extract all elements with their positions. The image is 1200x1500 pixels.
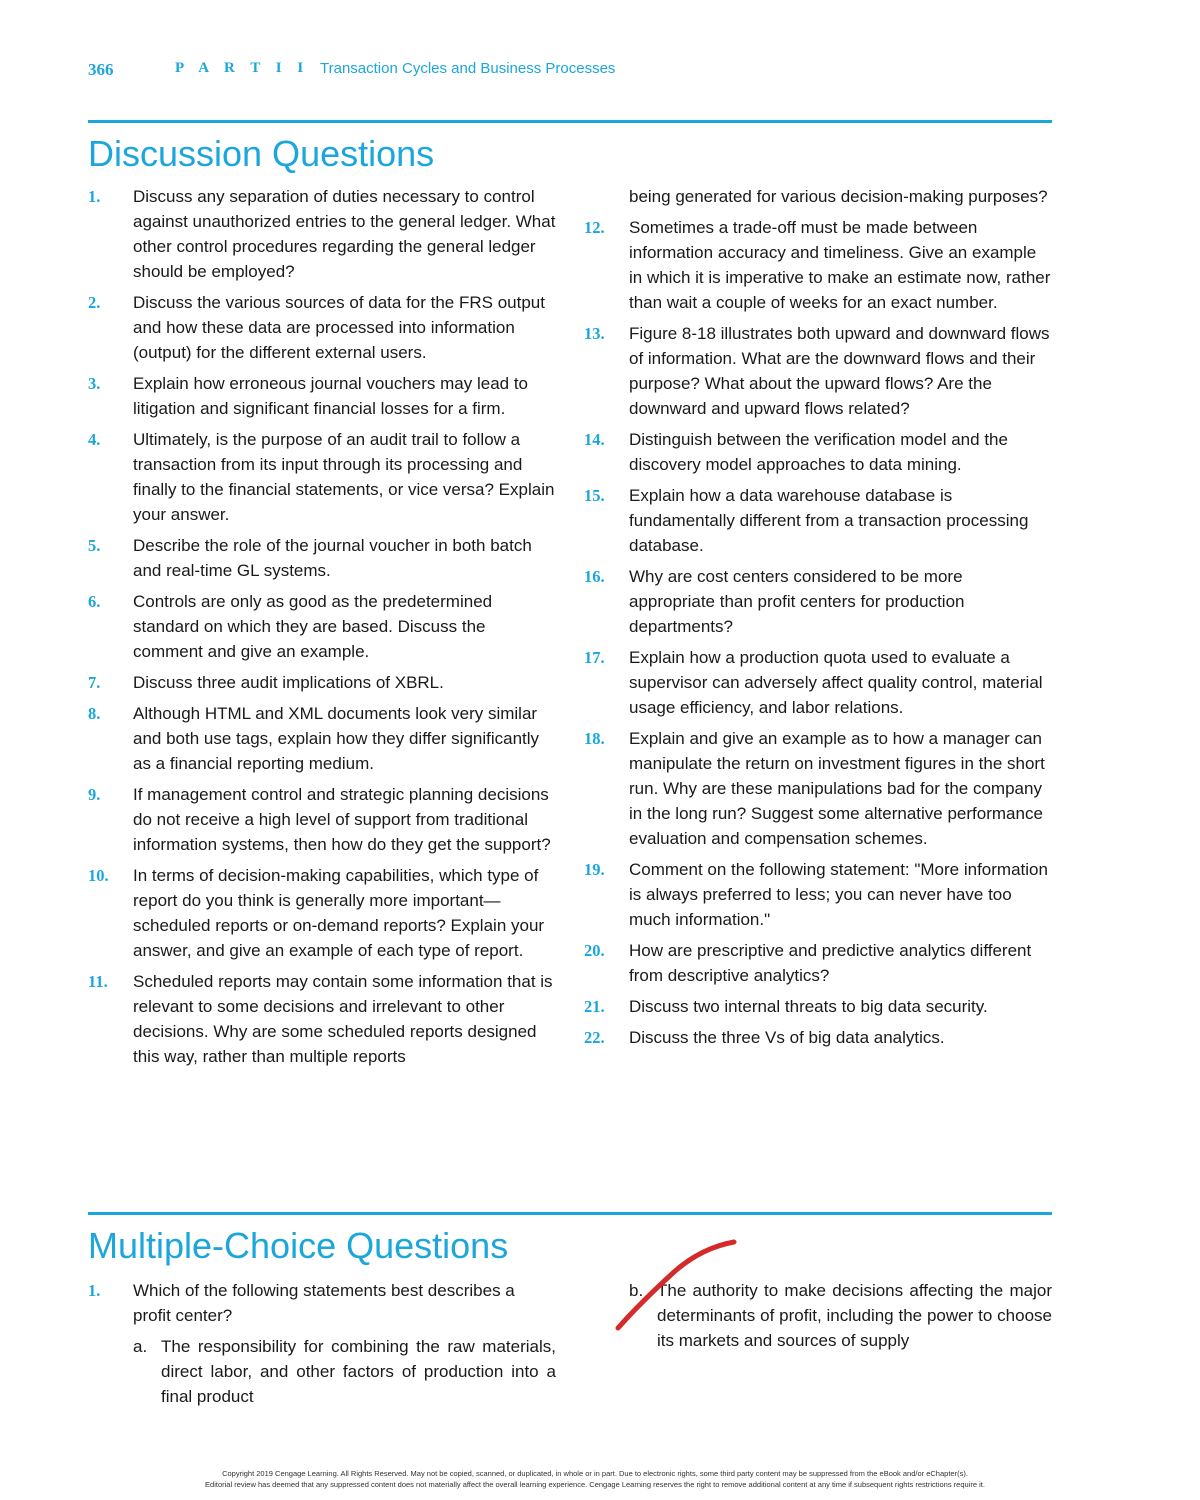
discussion-question: [584, 938, 1052, 988]
question-number: 12.: [584, 218, 605, 237]
question-text: Distinguish between the verification model and the discovery model approaches to data mining.: [629, 430, 1008, 474]
question-number: 16.: [584, 567, 605, 586]
discussion-question: [88, 290, 556, 365]
discussion-question: [88, 589, 556, 664]
copyright-line: Copyright 2019 Cengage Learning. All Rights Reserved. May not be copied, scanned, or duplicated, in whole or in part. Due to electronic rights, some third party content may be suppressed from the eBook and/or eChapter(s).: [222, 1469, 968, 1478]
discussion-heading: Discussion Questions: [88, 133, 435, 174]
question-text: Scheduled reports may contain some information that is relevant to some decisions and irrelevant to other decisions. Why are some scheduled reports designed this way, rather than multiple reports: [133, 972, 553, 1066]
question-number: 21.: [584, 997, 605, 1016]
question-number: 4.: [88, 430, 101, 449]
discussion-question: [584, 857, 1052, 932]
discussion-question: [88, 533, 556, 583]
discussion-question: [584, 994, 1052, 1019]
question-text: Explain how erroneous journal vouchers may lead to litigation and significant financial losses for a firm.: [133, 374, 529, 418]
option-text: The responsibility for combining the raw materials, direct labor, and other factors of production into a final product: [161, 1337, 556, 1406]
question-number: 2.: [88, 293, 101, 312]
multiple-choice-heading: Multiple-Choice Questions: [88, 1225, 509, 1266]
discussion-question: [88, 184, 556, 284]
discussion-question: [584, 564, 1052, 639]
part-label: P A R T I I: [175, 60, 310, 76]
discussion-question: [584, 321, 1052, 421]
discussion-question: [88, 782, 556, 857]
discussion-question: [88, 701, 556, 776]
discussion-question: [584, 483, 1052, 558]
question-text: In terms of decision-making capabilities, which type of report do you think is generally more important—scheduled reports or on-demand reports? Explain your answer, and give an example of each type of report.: [133, 866, 545, 960]
question-text: Controls are only as good as the predetermined standard on which they are based. Discuss the comment and give an example.: [133, 592, 493, 661]
discussion-question-continuation: [584, 184, 1052, 209]
discussion-question: [584, 215, 1052, 315]
question-text: Explain and give an example as to how a manager can manipulate the return on investment figures in the short run. Why are these manipulations bad for the company in the long run? Suggest some alternative performance evaluation and compensation schemes.: [629, 729, 1045, 848]
question-number: 14.: [584, 430, 605, 449]
mcq-question: [88, 1278, 556, 1409]
question-text: Discuss the various sources of data for the FRS output and how these data are processed into information (output) for the different external users.: [133, 293, 545, 362]
chapter-title: Transaction Cycles and Business Processes: [320, 60, 616, 77]
discussion-question: [584, 645, 1052, 720]
question-number: 1.: [88, 1281, 101, 1300]
question-number: 10.: [88, 866, 109, 885]
question-number: 8.: [88, 704, 101, 723]
question-number: 13.: [584, 324, 605, 343]
discussion-question: [88, 371, 556, 421]
question-text: Sometimes a trade-off must be made between information accuracy and timeliness. Give an example in which it is imperative to make an estimate now, rather than wait a couple of weeks for an exact number.: [629, 218, 1051, 312]
question-number: 1.: [88, 187, 101, 206]
question-text: Discuss any separation of duties necessary to control against unauthorized entries to the general ledger. What other control procedures regarding the general ledger should be employed?: [133, 187, 556, 281]
discussion-question: [88, 427, 556, 527]
option-label: b.: [629, 1281, 644, 1300]
copyright-footer: [90, 1468, 1100, 1490]
discussion-column-right: [584, 184, 1052, 1056]
question-number: 18.: [584, 729, 605, 748]
question-text: Discuss the three Vs of big data analytics.: [629, 1028, 945, 1047]
question-number: 7.: [88, 673, 101, 692]
running-header: [88, 58, 1068, 84]
question-text: If management control and strategic planning decisions do not receive a high level of support from traditional information systems, then how do they get the support?: [133, 785, 551, 854]
answer-option-a: [133, 1334, 556, 1409]
question-number: 11.: [88, 972, 108, 991]
copyright-line: Editorial review has deemed that any suppressed content does not materially affect the overall learning experience. Cengage Learning reserves the right to remove additional content at any time if subsequent rights restrictions require it.: [205, 1480, 985, 1489]
handwritten-checkmark: [612, 1236, 742, 1336]
question-text: Comment on the following statement: "More information is always preferred to less; you can never have too much information.": [629, 860, 1048, 929]
question-text: Discuss two internal threats to big data security.: [629, 997, 988, 1016]
mcq-column-left: [88, 1278, 556, 1409]
question-number: 15.: [584, 486, 605, 505]
discussion-question: [584, 1025, 1052, 1050]
question-number: 22.: [584, 1028, 605, 1047]
question-number: 9.: [88, 785, 101, 804]
question-number: 20.: [584, 941, 605, 960]
question-text: Describe the role of the journal voucher in both batch and real-time GL systems.: [133, 536, 532, 580]
question-text: Explain how a production quota used to evaluate a supervisor can adversely affect quality control, material usage efficiency, and labor relations.: [629, 648, 1043, 717]
question-text: How are prescriptive and predictive analytics different from descriptive analytics?: [629, 941, 1032, 985]
discussion-column-left: [88, 184, 556, 1075]
question-number: 5.: [88, 536, 101, 555]
question-text: Although HTML and XML documents look very similar and both use tags, explain how they differ significantly as a financial reporting medium.: [133, 704, 540, 773]
question-number: 6.: [88, 592, 101, 611]
question-text: Figure 8-18 illustrates both upward and downward flows of information. What are the downward flows and their purpose? What about the upward flows? Are the downward and upward flows related?: [629, 324, 1050, 418]
question-text: Which of the following statements best describes a profit center?: [133, 1281, 515, 1325]
question-text: Explain how a data warehouse database is fundamentally different from a transaction processing database.: [629, 486, 1029, 555]
discussion-question: [88, 863, 556, 963]
discussion-question: [88, 969, 556, 1069]
option-label: a.: [133, 1337, 148, 1356]
question-number: 19.: [584, 860, 605, 879]
question-text: Discuss three audit implications of XBRL.: [133, 673, 444, 692]
question-number: 3.: [88, 374, 101, 393]
page-number: 366: [88, 60, 114, 79]
question-number: 17.: [584, 648, 605, 667]
section-divider: [88, 1212, 1052, 1215]
question-text: Why are cost centers considered to be more appropriate than profit centers for production departments?: [629, 567, 965, 636]
discussion-question: [88, 670, 556, 695]
discussion-question: [584, 427, 1052, 477]
question-text: Ultimately, is the purpose of an audit trail to follow a transaction from its input through its processing and finally to the financial statements, or vice versa? Explain your answer.: [133, 430, 555, 524]
option-text: The authority to make decisions affecting the major determinants of profit, including the power to choose its markets and sources of supply: [657, 1281, 1052, 1350]
question-text: being generated for various decision-making purposes?: [629, 187, 1048, 206]
discussion-question: [584, 726, 1052, 851]
section-divider: [88, 120, 1052, 123]
